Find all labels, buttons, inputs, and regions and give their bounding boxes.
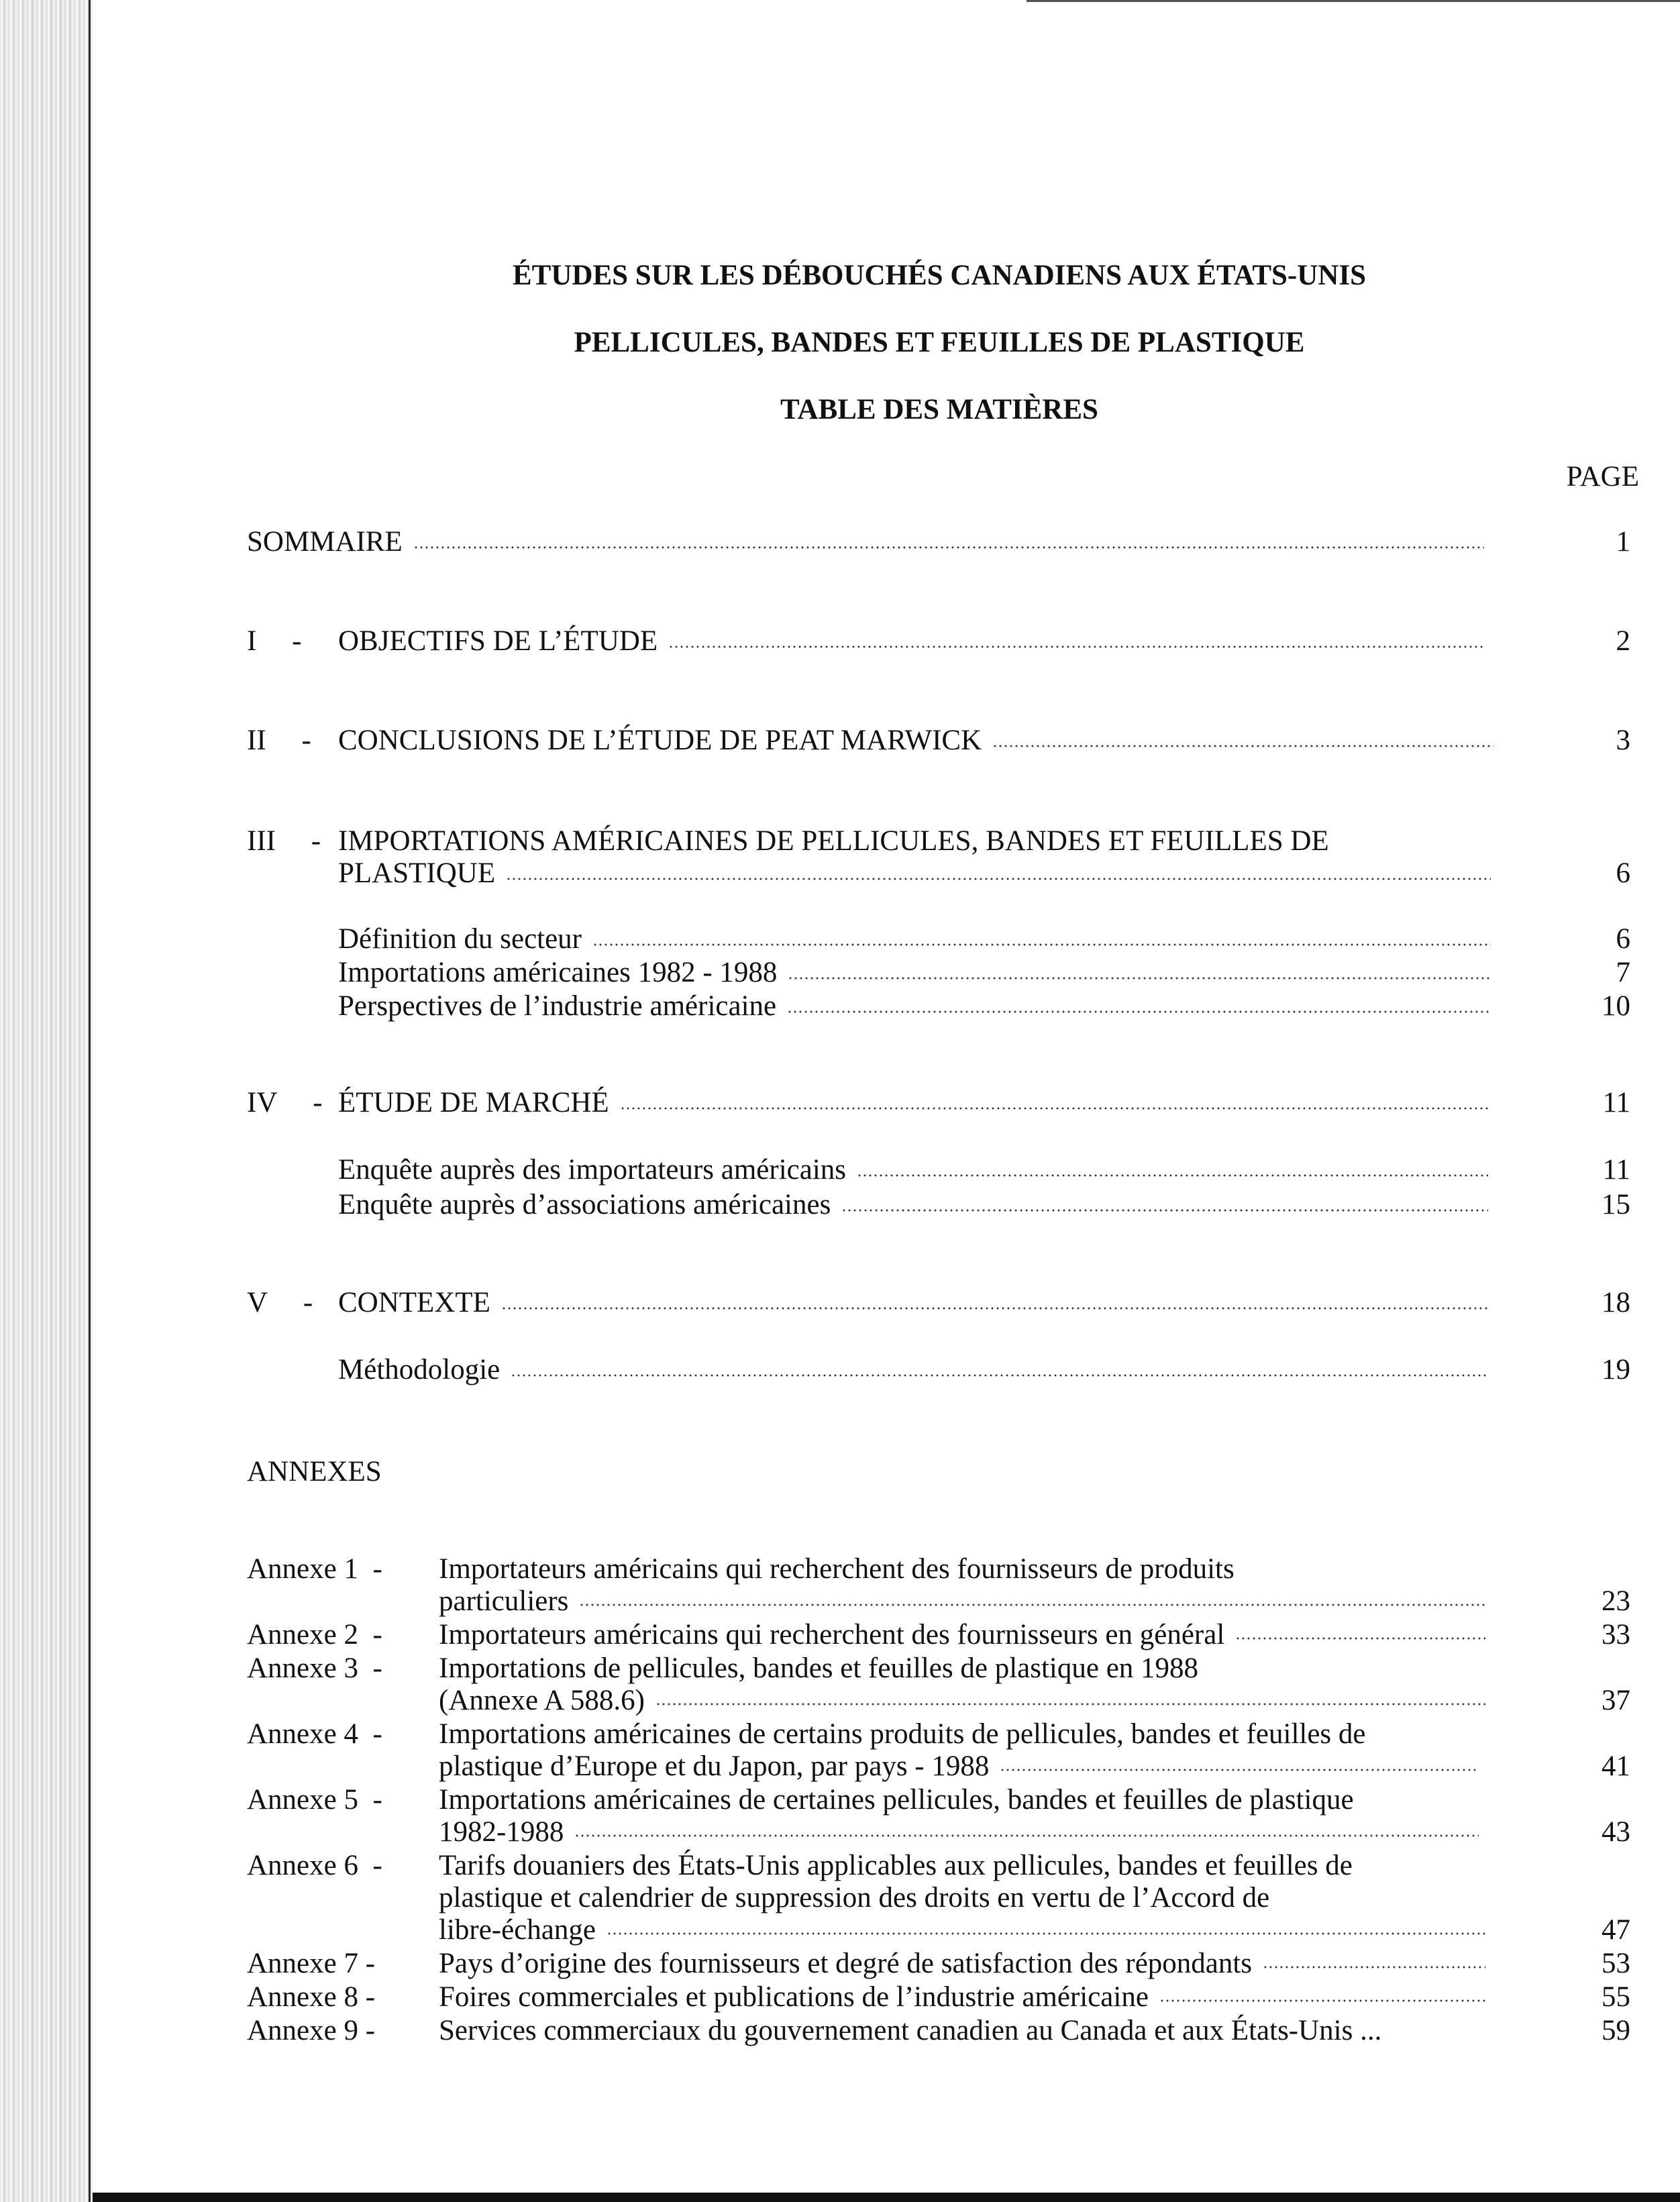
toc-entry-page: 3: [1616, 725, 1630, 756]
annex-label: Annexe 3 -: [247, 1653, 382, 1684]
section-number: IV -: [247, 1087, 323, 1118]
toc-entry-page: 1: [1616, 526, 1630, 558]
toc-entry-label: CONTEXTE: [338, 1287, 490, 1318]
dot-leader: [841, 1208, 1488, 1213]
section-number: V -: [247, 1287, 313, 1318]
annex-page: 41: [1602, 1750, 1630, 1782]
annex-title-line: 1982-1988: [439, 1816, 564, 1848]
dot-leader: [992, 743, 1493, 749]
annex-label: Annexe 4 -: [247, 1718, 382, 1750]
dot-leader: [788, 976, 1491, 981]
toc-subentry[interactable]: [338, 1151, 1493, 1189]
toc-entry-page: 11: [1602, 1087, 1630, 1118]
dot-leader: [668, 644, 1484, 649]
annex-label: Annexe 2 -: [247, 1619, 382, 1650]
scan-top-edge: [1027, 0, 1680, 2]
dot-leader: [620, 1106, 1488, 1111]
annex-title-line: Importations américaines de certains produits de pellicules, bandes et feuilles de: [439, 1718, 1366, 1750]
annex-title-line: Importateurs américains qui recherchent des fournisseurs de produits: [439, 1553, 1235, 1585]
annex-label: Annexe 8 -: [247, 1981, 376, 2013]
annex-title-line: plastique et calendrier de suppression des droits en vertu de l’Accord de: [439, 1882, 1270, 1913]
annex-label: Annexe 5 -: [247, 1784, 382, 1816]
toc-entry-label: CONCLUSIONS DE L’ÉTUDE DE PEAT MARWICK: [338, 725, 982, 756]
toc-entry-page: 7: [1616, 957, 1630, 988]
toc-entry-label: Enquête auprès des importateurs américains: [338, 1154, 846, 1186]
scan-binding-margin: [0, 0, 93, 2202]
toc-entry-label: SOMMAIRE: [247, 526, 403, 558]
annex-title-line: (Annexe A 588.6): [439, 1685, 645, 1716]
annex-title-line: particuliers: [439, 1585, 569, 1617]
toc-entry-label: PLASTIQUE: [338, 857, 496, 889]
annex-page: 53: [1602, 1948, 1630, 1979]
dot-leader: [1000, 1767, 1479, 1773]
toc-subentry[interactable]: [338, 1351, 1493, 1389]
toc-entry-page: 6: [1616, 923, 1630, 955]
annex-page: 43: [1602, 1816, 1630, 1848]
dot-leader: [574, 1833, 1479, 1838]
dot-leader: [506, 876, 1491, 882]
dot-leader: [787, 1009, 1491, 1014]
annex-page: 55: [1602, 1981, 1630, 2013]
toc-entry-section-1[interactable]: [247, 623, 1489, 660]
annex-entry-4[interactable]: [439, 1750, 1484, 1783]
dot-leader: [1159, 1998, 1485, 2003]
annex-label: Annexe 1 -: [247, 1553, 382, 1585]
toc-entry-label: Définition du secteur: [338, 923, 582, 955]
section-number: I -: [247, 625, 302, 657]
annex-page: 33: [1602, 1619, 1630, 1650]
annex-title-line: Importations américaines de certaines pellicules, bandes et feuilles de plastique: [439, 1784, 1354, 1816]
scan-binding-edge: [89, 0, 91, 2202]
annex-entry-8[interactable]: [439, 1981, 1491, 2014]
toc-entry-page: 15: [1602, 1189, 1630, 1220]
dot-leader: [655, 1701, 1485, 1707]
toc-entry-page: 11: [1602, 1154, 1630, 1186]
toc-subentry[interactable]: [338, 1186, 1493, 1224]
annexes-heading: ANNEXES: [247, 1456, 382, 1487]
toc-entry-section-4[interactable]: [247, 1084, 1493, 1122]
toc-entry-label: Perspectives de l’industrie américaine: [338, 990, 777, 1022]
annex-title-line: Foires commerciales et publications de l’industrie américaine: [439, 1981, 1149, 2013]
toc-entry-page: 2: [1616, 625, 1630, 657]
toc-entry-label: OBJECTIFS DE L’ÉTUDE: [338, 625, 658, 657]
section-number: II -: [247, 725, 311, 756]
annex-title-line: Importateurs américains qui recherchent des fournisseurs en général: [439, 1619, 1225, 1650]
scan-bottom-edge: [93, 2193, 1680, 2202]
toc-subentry[interactable]: [338, 954, 1496, 992]
annex-label: Annexe 7 -: [247, 1948, 376, 1979]
document-title: ÉTUDES SUR LES DÉBOUCHÉS CANADIENS AUX ÉTATS-UNIS: [512, 260, 1366, 291]
toc-subentry[interactable]: [338, 921, 1496, 958]
dot-leader: [857, 1173, 1488, 1178]
toc-entry-section-5[interactable]: [247, 1284, 1493, 1322]
toc-subentry[interactable]: [338, 988, 1496, 1025]
dot-leader: [592, 942, 1491, 947]
toc-entry-label: ÉTUDE DE MARCHÉ: [338, 1087, 609, 1118]
dot-leader: [1263, 1964, 1485, 1970]
page-column-header: PAGE: [1566, 461, 1639, 492]
dot-leader: [413, 545, 1484, 550]
dot-leader: [579, 1602, 1485, 1608]
annex-title-line: libre-échange: [439, 1914, 596, 1946]
annex-title-line: plastique d’Europe et du Japon, par pays - 1988: [439, 1750, 990, 1782]
toc-entry-label: Importations américaines 1982 - 1988: [338, 957, 778, 988]
annex-page: 23: [1602, 1585, 1630, 1617]
dot-leader: [607, 1931, 1485, 1936]
annex-label: Annexe 6 -: [247, 1850, 382, 1881]
annex-page: 59: [1602, 2015, 1630, 2046]
annex-entry-1[interactable]: [439, 1585, 1491, 1618]
annex-entry-6[interactable]: [439, 1913, 1491, 1947]
toc-entry-section-3-line-2[interactable]: [338, 855, 1496, 892]
toc-entry-page: 10: [1602, 990, 1630, 1022]
document-subtitle: PELLICULES, BANDES ET FEUILLES DE PLASTIQUE: [574, 327, 1305, 358]
toc-entry-page: 6: [1616, 857, 1630, 889]
annex-entry-7[interactable]: [439, 1947, 1491, 1981]
toc-entry-label: Méthodologie: [338, 1354, 501, 1385]
toc-entry-label: Enquête auprès d’associations américaines: [338, 1189, 831, 1220]
annex-entry-9[interactable]: Services commerciaux du gouvernement canadien au Canada et aux États-Unis ...: [439, 2015, 1382, 2046]
dot-leader: [1235, 1636, 1485, 1641]
dot-leader: [511, 1373, 1488, 1378]
annex-title-line: Importations de pellicules, bandes et feuilles de plastique en 1988: [439, 1653, 1199, 1684]
toc-entry-section-2[interactable]: [247, 722, 1499, 759]
annex-entry-2[interactable]: [439, 1618, 1491, 1652]
toc-entry-sommaire[interactable]: [247, 523, 1489, 561]
toc-entry-page: 19: [1602, 1354, 1630, 1385]
section-number: III -: [247, 825, 321, 857]
annex-page: 37: [1602, 1685, 1630, 1716]
annex-entry-3[interactable]: [439, 1684, 1491, 1718]
annex-title-line: Tarifs douaniers des États-Unis applicables aux pellicules, bandes et feuilles de: [439, 1850, 1353, 1881]
annex-label: Annexe 9 -: [247, 2015, 376, 2046]
toc-heading: TABLE DES MATIÈRES: [780, 394, 1098, 425]
annex-title-line: Pays d’origine des fournisseurs et degré de satisfaction des répondants: [439, 1948, 1253, 1979]
dot-leader: [501, 1306, 1488, 1311]
toc-entry-page: 18: [1602, 1287, 1630, 1318]
annex-entry-5[interactable]: [439, 1816, 1484, 1849]
annex-page: 47: [1602, 1914, 1630, 1946]
toc-entry-label: IMPORTATIONS AMÉRICAINES DE PELLICULES, BANDES ET FEUILLES DE: [338, 825, 1329, 857]
